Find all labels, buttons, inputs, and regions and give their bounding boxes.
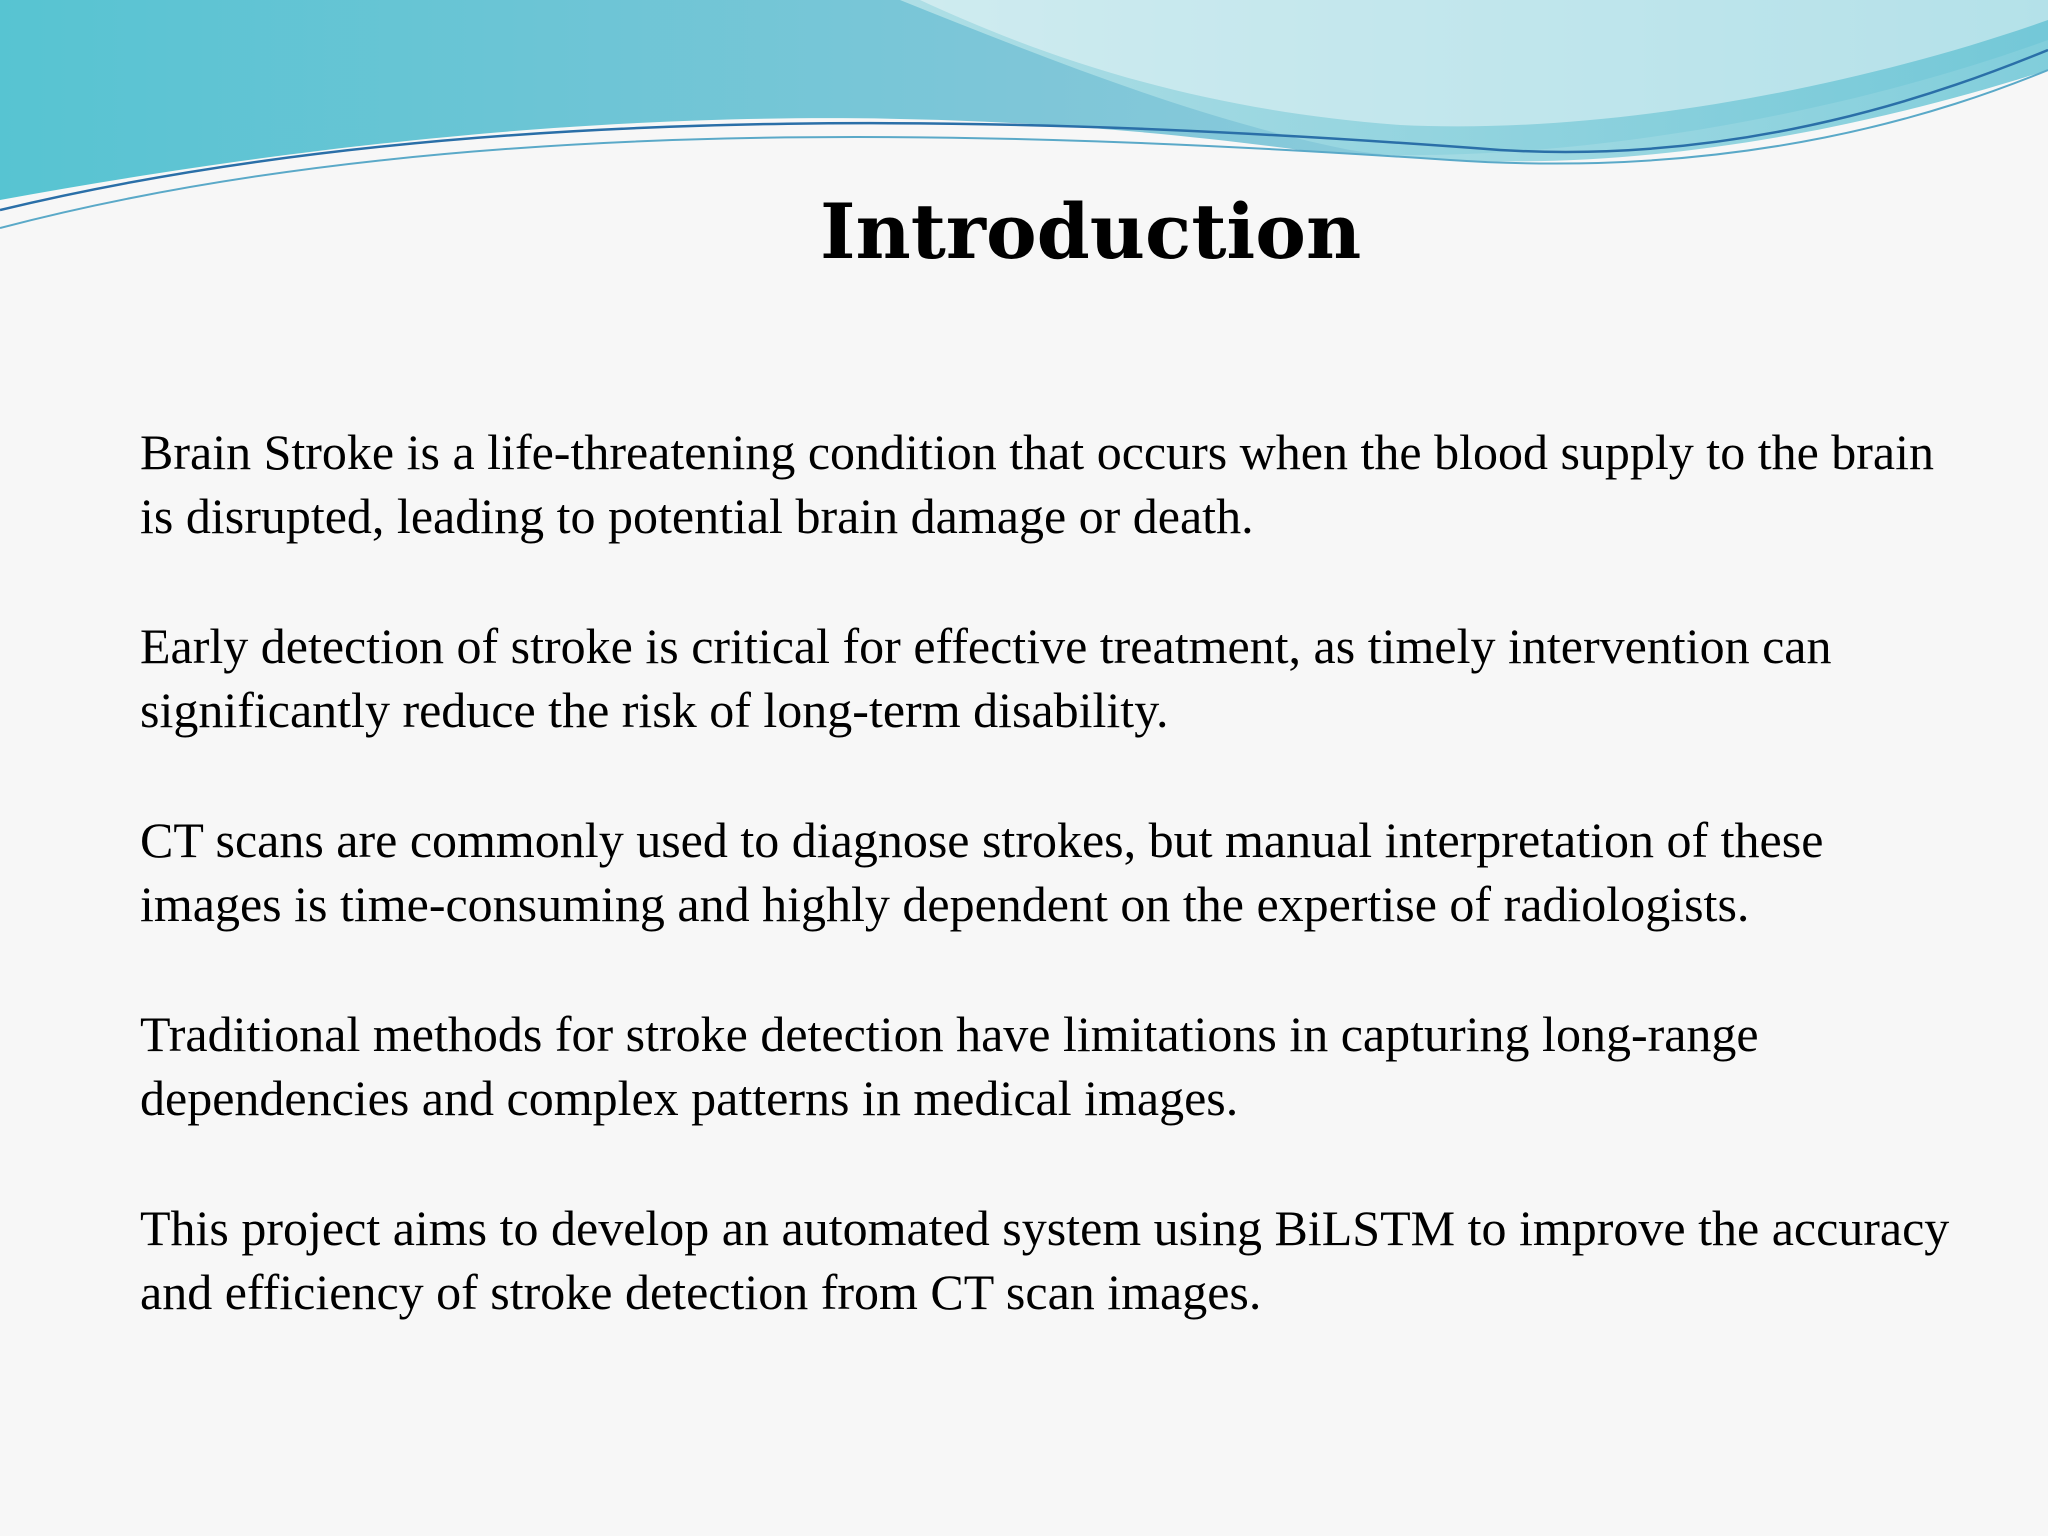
paragraph-stroke-definition: Brain Stroke is a life-threatening condition that occurs when the blood supply to the brain is disrupted, leading to potential brain damage or death.	[140, 424, 1935, 544]
paragraph-ct-scans: CT scans are commonly used to diagnose strokes, but manual interpretation of these images is time-consuming and highly dependent on the expertise of radiologists.	[140, 812, 1824, 932]
paragraph-project-aim: This project aims to develop an automated system using BiLSTM to improve the accuracy and efficiency of stroke detection from CT scan images.	[140, 1200, 1950, 1320]
paragraph-traditional-methods: Traditional methods for stroke detection have limitations in capturing long-range dependencies and complex patterns in medical images.	[140, 1006, 1759, 1126]
slide-body	[140, 420, 1960, 1390]
slide-title: Introduction	[820, 187, 1362, 276]
paragraph-early-detection: Early detection of stroke is critical for effective treatment, as timely intervention can significantly reduce the risk of long-term disability.	[140, 618, 1832, 738]
